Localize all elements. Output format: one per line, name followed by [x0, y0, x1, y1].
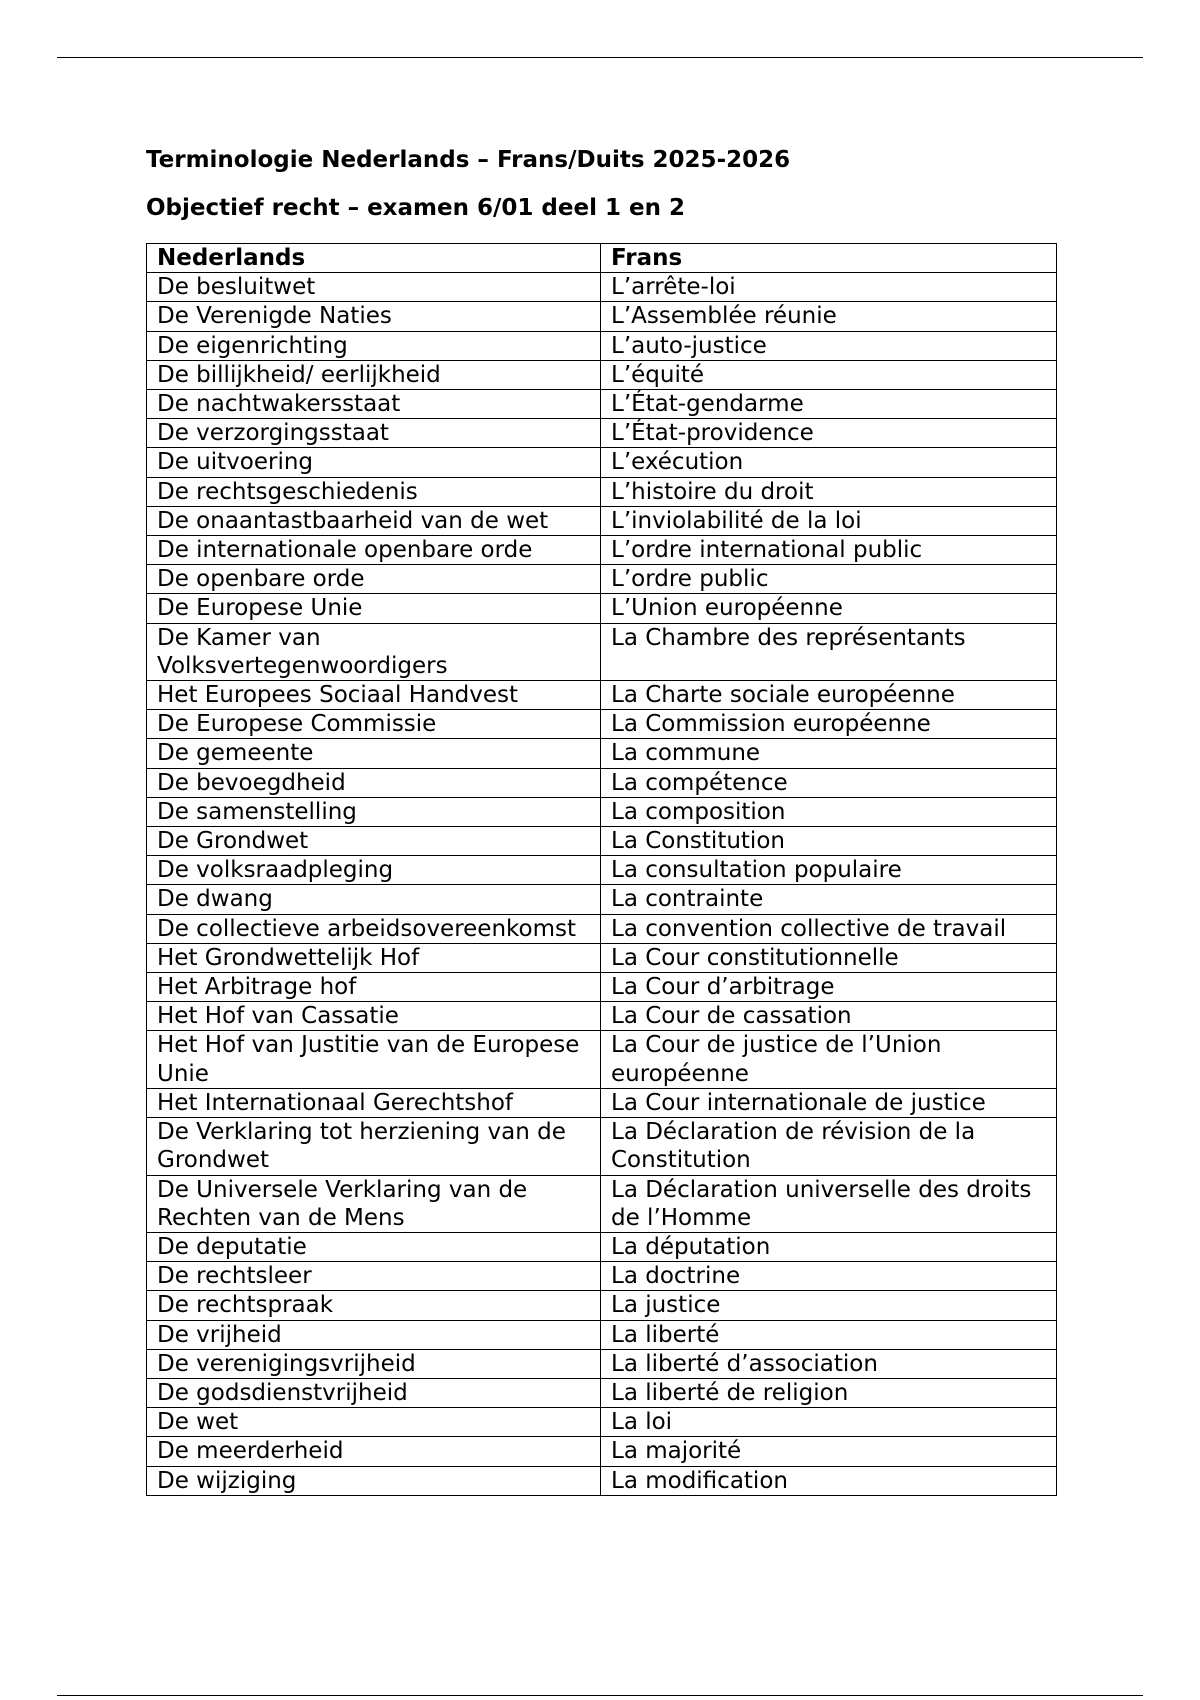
term-nederlands: De rechtspraak — [147, 1291, 601, 1320]
term-frans: La commune — [601, 739, 1057, 768]
table-row — [147, 1232, 1057, 1261]
table-row — [147, 1466, 1057, 1495]
term-frans: La liberté d’association — [601, 1349, 1057, 1378]
term-frans: La Cour de cassation — [601, 1002, 1057, 1031]
term-frans: La Déclaration universelle des droits de l’Homme — [601, 1175, 1057, 1232]
term-nederlands: De wijziging — [147, 1466, 601, 1495]
term-nederlands: Het Arbitrage hof — [147, 973, 601, 1002]
term-frans: L’État-providence — [601, 419, 1057, 448]
term-frans: La Constitution — [601, 827, 1057, 856]
table-row — [147, 1320, 1057, 1349]
term-nederlands: De Universele Verklaring van de Rechten van de Mens — [147, 1175, 601, 1232]
term-nederlands: Het Internationaal Gerechtshof — [147, 1088, 601, 1117]
term-frans: La députation — [601, 1232, 1057, 1261]
term-nederlands: De verenigingsvrijheid — [147, 1349, 601, 1378]
term-frans: L’auto-justice — [601, 331, 1057, 360]
page-bottom-rule — [57, 1695, 1143, 1696]
term-nederlands: Het Grondwettelijk Hof — [147, 943, 601, 972]
term-nederlands: De uitvoering — [147, 448, 601, 477]
term-frans: La loi — [601, 1408, 1057, 1437]
term-frans: La Chambre des représentants — [601, 623, 1057, 680]
term-nederlands: De openbare orde — [147, 565, 601, 594]
term-frans: La Charte sociale européenne — [601, 681, 1057, 710]
table-row — [147, 856, 1057, 885]
document-title: Terminologie Nederlands – Frans/Duits 2025-2026 — [146, 147, 791, 173]
term-nederlands: De Verenigde Naties — [147, 302, 601, 331]
term-nederlands: De meerderheid — [147, 1437, 601, 1466]
term-nederlands: De Grondwet — [147, 827, 601, 856]
term-nederlands: De dwang — [147, 885, 601, 914]
term-frans: L’histoire du droit — [601, 477, 1057, 506]
term-nederlands: De gemeente — [147, 739, 601, 768]
term-frans: La modification — [601, 1466, 1057, 1495]
table-row — [147, 681, 1057, 710]
term-nederlands: De volksraadpleging — [147, 856, 601, 885]
table-row — [147, 1031, 1057, 1088]
term-frans: La convention collective de travail — [601, 914, 1057, 943]
term-nederlands: De deputatie — [147, 1232, 601, 1261]
table-row — [147, 506, 1057, 535]
term-frans: L’exécution — [601, 448, 1057, 477]
term-nederlands: De Verklaring tot herziening van de Grondwet — [147, 1118, 601, 1175]
terminology-table-body — [147, 273, 1057, 1496]
table-row — [147, 536, 1057, 565]
table-row — [147, 448, 1057, 477]
table-row — [147, 1291, 1057, 1320]
term-nederlands: De onaantastbaarheid van de wet — [147, 506, 601, 535]
table-row — [147, 1175, 1057, 1232]
table-row — [147, 1262, 1057, 1291]
table-row — [147, 273, 1057, 302]
term-frans: La liberté de religion — [601, 1378, 1057, 1407]
term-frans: La Déclaration de révision de la Constitution — [601, 1118, 1057, 1175]
table-row — [147, 1088, 1057, 1117]
term-frans: L’ordre public — [601, 565, 1057, 594]
term-nederlands: De billijkheid/ eerlijkheid — [147, 360, 601, 389]
term-frans: La liberté — [601, 1320, 1057, 1349]
terminology-table — [146, 243, 1057, 1496]
column-header-nederlands: Nederlands — [147, 244, 601, 273]
term-nederlands: De besluitwet — [147, 273, 601, 302]
term-nederlands: De Kamer van Volksvertegenwoordigers — [147, 623, 601, 680]
term-nederlands: De samenstelling — [147, 797, 601, 826]
table-row — [147, 477, 1057, 506]
table-row — [147, 1437, 1057, 1466]
term-frans: La Cour de justice de l’Union européenne — [601, 1031, 1057, 1088]
term-frans: La Cour constitutionnelle — [601, 943, 1057, 972]
term-nederlands: De godsdienstvrijheid — [147, 1378, 601, 1407]
term-nederlands: De bevoegdheid — [147, 768, 601, 797]
term-nederlands: De Europese Commissie — [147, 710, 601, 739]
term-nederlands: Het Europees Sociaal Handvest — [147, 681, 601, 710]
term-nederlands: De eigenrichting — [147, 331, 601, 360]
table-row — [147, 797, 1057, 826]
term-frans: La Commission européenne — [601, 710, 1057, 739]
table-row — [147, 360, 1057, 389]
term-nederlands: De Europese Unie — [147, 594, 601, 623]
document-subtitle: Objectief recht – examen 6/01 deel 1 en 2 — [146, 195, 685, 221]
table-row — [147, 1002, 1057, 1031]
term-nederlands: De rechtsgeschiedenis — [147, 477, 601, 506]
table-row — [147, 1408, 1057, 1437]
table-row — [147, 331, 1057, 360]
term-frans: L’Assemblée réunie — [601, 302, 1057, 331]
term-frans: L’équité — [601, 360, 1057, 389]
table-row — [147, 768, 1057, 797]
term-nederlands: De rechtsleer — [147, 1262, 601, 1291]
table-header-row — [147, 244, 1057, 273]
table-row — [147, 710, 1057, 739]
table-row — [147, 1118, 1057, 1175]
term-frans: La justice — [601, 1291, 1057, 1320]
page-top-rule — [57, 57, 1143, 58]
term-nederlands: De verzorgingsstaat — [147, 419, 601, 448]
term-nederlands: De vrijheid — [147, 1320, 601, 1349]
term-frans: L’État-gendarme — [601, 390, 1057, 419]
table-row — [147, 594, 1057, 623]
table-row — [147, 914, 1057, 943]
table-row — [147, 885, 1057, 914]
term-nederlands: De collectieve arbeidsovereenkomst — [147, 914, 601, 943]
term-nederlands: De internationale openbare orde — [147, 536, 601, 565]
table-row — [147, 419, 1057, 448]
table-row — [147, 390, 1057, 419]
table-row — [147, 565, 1057, 594]
column-header-frans: Frans — [601, 244, 1057, 273]
table-row — [147, 973, 1057, 1002]
term-frans: La doctrine — [601, 1262, 1057, 1291]
table-row — [147, 302, 1057, 331]
term-nederlands: Het Hof van Justitie van de Europese Unie — [147, 1031, 601, 1088]
term-frans: La contrainte — [601, 885, 1057, 914]
term-frans: L’Union européenne — [601, 594, 1057, 623]
table-row — [147, 1349, 1057, 1378]
table-row — [147, 943, 1057, 972]
term-frans: La majorité — [601, 1437, 1057, 1466]
term-frans: La composition — [601, 797, 1057, 826]
term-frans: L’arrête-loi — [601, 273, 1057, 302]
term-frans: La consultation populaire — [601, 856, 1057, 885]
term-frans: La Cour d’arbitrage — [601, 973, 1057, 1002]
table-row — [147, 739, 1057, 768]
term-frans: La compétence — [601, 768, 1057, 797]
term-nederlands: De nachtwakersstaat — [147, 390, 601, 419]
term-nederlands: Het Hof van Cassatie — [147, 1002, 601, 1031]
table-row — [147, 623, 1057, 680]
term-frans: La Cour internationale de justice — [601, 1088, 1057, 1117]
table-row — [147, 1378, 1057, 1407]
term-nederlands: De wet — [147, 1408, 601, 1437]
table-row — [147, 827, 1057, 856]
term-frans: L’inviolabilité de la loi — [601, 506, 1057, 535]
term-frans: L’ordre international public — [601, 536, 1057, 565]
